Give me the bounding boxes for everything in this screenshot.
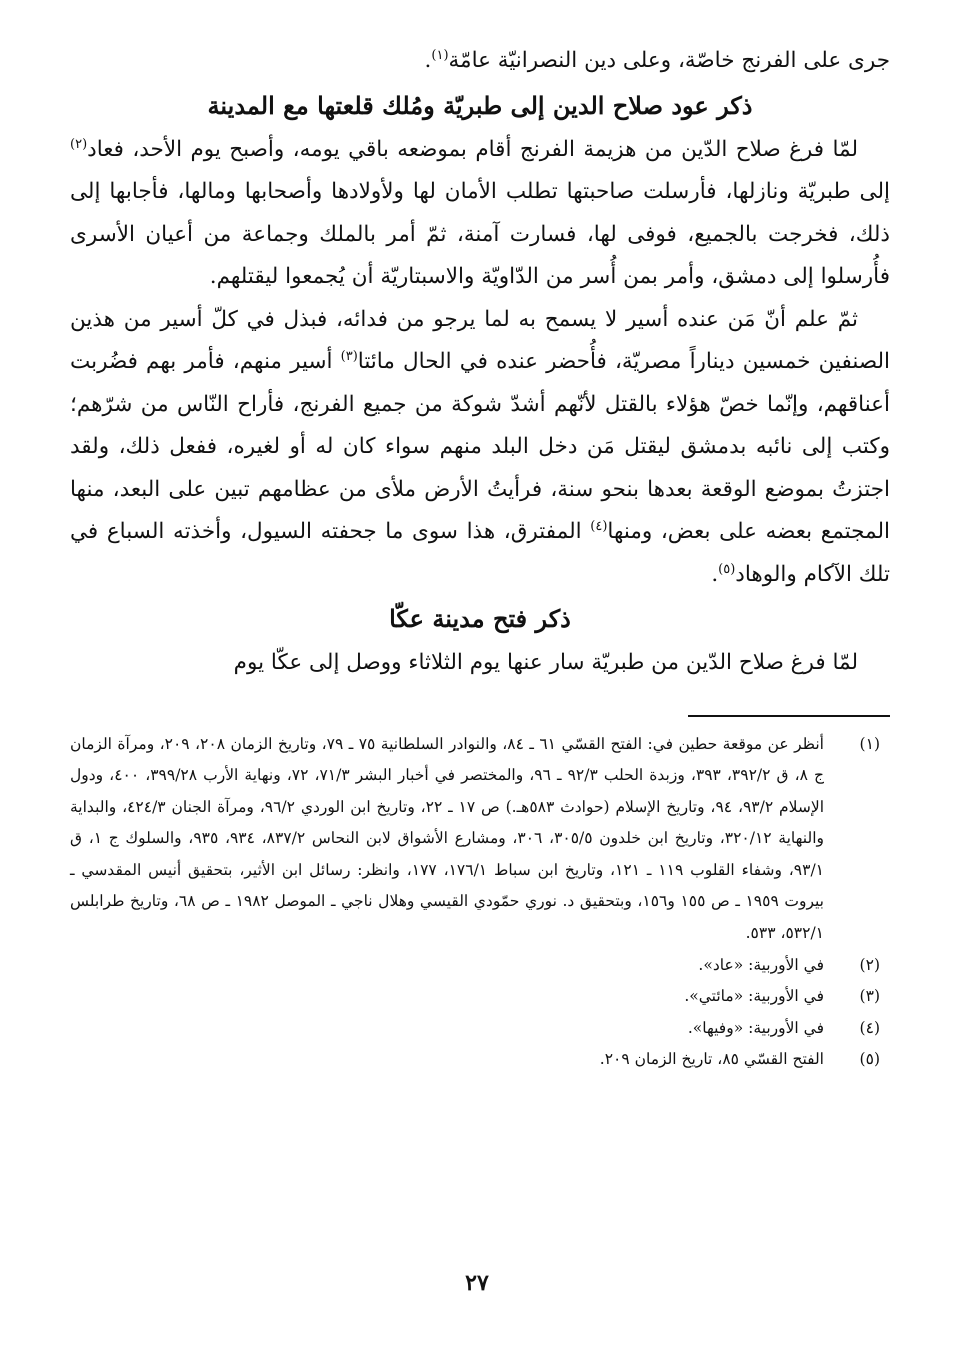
footnote-number: (١) — [859, 734, 880, 753]
footnote-number: (٤) — [859, 1018, 880, 1037]
footnote-item — [70, 950, 890, 982]
section-heading-acre: ذكر فتح مدينة عكّا — [389, 604, 571, 633]
page-number: ٢٧ — [465, 1270, 489, 1296]
footnote-item — [70, 981, 890, 1013]
book-page — [70, 40, 890, 1076]
paragraph-prisoners: ثمّ علم أنّ مَن عنده أسير لا يسمح به لما يرجو من فدائه، فبذل في كلّ أسير من هذين الصنفين خمسين ديناراً مصريّة، فأُحضر عنده في الحال مائتا$^{(٣)}$ أسير منهم، فأمر بهم فضُربت أعناقهم، وإنّما خصّ هؤلاء بالقتل لأنّهم أشدّ شوكة من جميع الفرنج، فأراح النّاس من شرّهم؛ وكتب إلى نائبه بدمشق ليقتل مَن دخل البلد منهم سواء كان له أو لغيره، ففعل ذلك، ولقد اجتزتُ بموضع الوقعة بعدها بنحو سنة، فرأيتُ الأرض ملأى من عظامهم تبين على البعد، منها المجتمع بعضه على بعض، ومنها$^{(٤)}$ المفترق، هذا سوى ما جحفته السيول، وأخذته السباع في تلك الآكام والوهاد$^{(٥)}$. — [70, 306, 890, 587]
section-heading-tiberias: ذكر عود صلاح الدين إلى طبريّة ومُلك قلعتها مع المدينة — [207, 90, 753, 120]
footnote-item — [70, 729, 890, 950]
footnote-item — [70, 1013, 890, 1045]
footnote-ref-4: (٤) — [590, 518, 608, 534]
footnote-item — [70, 1044, 890, 1076]
footnote-text: في الأوربية: «عاد». — [698, 955, 824, 974]
paragraph-acre — [70, 642, 890, 685]
footnote-ref-2: (٢) — [70, 136, 88, 152]
paragraph-prisoners-text-b: أسير منهم، فأمر بهم فضُربت أعناقهم، وإنّما خصّ هؤلاء بالقتل لأنّهم أشدّ شوكة من جميع الفرنج، فأراح النّاس من شرّهم؛ وكتب إلى نائبه بدمشق ليقتل مَن دخل البلد منهم سواء كان له أو لغيره، ففعل ذلك، ولقد اجتزتُ بموضع الوقعة بعدها بنحو سنة، فرأيتُ الأرض ملأى من عظامهم تبين على البعد، منها المجتمع بعضه على بعض، ومنها — [70, 349, 890, 544]
footnote-ref-3: (٣) — [340, 348, 358, 364]
footnote-text: أنظر عن موقعة حطين في: الفتح القسّي ٦١ ـ ٨٤، والنوادر السلطانية ٧٥ ـ ٧٩، وتاريخ الزمان ٢٠٨، ٢٠٩، ومرآة الزمان ج ٨، ق ٣٩٢/٢، ٣٩٣، وزبدة الحلب ٩٢/٣ ـ ٩٦، والمختصر في أخبار البشر ٧١/٣، ٧٢، ونهاية الأرب ٣٩٩/٢٨، ٤٠٠، ودول الإسلام ٩٣/٢، ٩٤، وتاريخ الإسلام (حوادث ٥٨٣هـ.) ص ١٧ ـ ٢٢، وتاريخ ابن الوردي ٩٦/٢، ومرآة الجنان ٤٢٤/٣، والبداية والنهاية ٣٢٠/١٢، وتاريخ ابن خلدون ٣٠٥/٥، ٣٠٦، ومشارع الأشواق لابن النحاس ٨٣٧/٢، ٩٣٤، ٩٣٥، والسلوك ج ١، ق ٩٣/١، وشفاء القلوب ١١٩ ـ ١٢١، وتاريخ ابن سباط ١٧٦/١، ١٧٧، وانظر: رسائل ابن الأثير، بتحقيق أنيس المقدسي ـ بيروت ١٩٥٩ ـ ص ١٥٥ و١٥٦، وبتحقيق د. نوري حمّودي القيسي وهلال ناجي ـ الموصل ١٩٨٢ ـ ص ٦٨، وتاريخ طرابلس ٥٣٢/١، ٥٣٣. — [70, 734, 824, 943]
paragraph-prisoners-text-c: المفترق، هذا سوى ما جحفته السيول، وأخذته السباع في تلك الآكام والوهاد — [70, 519, 890, 587]
footnote-text: في الأوربية: «مائتي». — [684, 987, 824, 1006]
footnote-ref-1: (١) — [431, 47, 449, 63]
footnote-number: (٢) — [859, 955, 880, 974]
footnote-number: (٣) — [859, 987, 880, 1006]
paragraph-opening-text: جرى على الفرنج خاصّة، وعلى دين النصرانيّة عامّة — [448, 48, 890, 73]
paragraph-tiberias-text-b: إلى طبريّة ونازلها، فأرسلت صاحبتها تطلب الأمان لها ولأولادها وأصحابها ومالها، فأجابها إلى ذلك، فخرجت بالجميع، فوفى لها، فسارت آمنة، ثمّ أمر بالملك وجماعة من أعيان الأسرى فأُرسلوا إلى دمشق، وأمر بمن أُسر من الدّاويّة والاسبتاريّة أن يُجمعوا ليقتلهم. — [70, 179, 890, 289]
paragraph-opening: جرى على الفرنج خاصّة، وعلى دين النصرانيّة عامّة$^{(١)}$. — [424, 47, 890, 73]
footnotes — [70, 729, 890, 1077]
paragraph-acre-text: لمّا فرغ صلاح الدّين من طبريّة سار عنها يوم الثلاثاء ووصل إلى عكّا يوم — [233, 650, 858, 675]
footnote-ref-5: (٥) — [718, 561, 736, 577]
paragraph-tiberias — [70, 129, 890, 299]
footnote-number: (٥) — [859, 1050, 880, 1069]
paragraph-prisoners-text-a: ثمّ علم أنّ مَن عنده أسير لا يسمح به لما يرجو من فدائه، فبذل في كلّ أسير من هذين الصنفين خمسين ديناراً مصريّة، فأُحضر عنده في الحال مائتا — [70, 306, 890, 374]
paragraph-tiberias-text-a: لمّا فرغ صلاح الدّين من هزيمة الفرنج أقام بموضعه باقي يومه، وأصبح يوم الأحد، فعاد — [87, 136, 858, 162]
footnote-text: الفتح القسّي ٨٥، تاريخ الزمان ٢٠٩. — [599, 1050, 824, 1069]
footnote-text: في الأوربية: «وفيها». — [687, 1018, 824, 1037]
footnote-divider — [688, 715, 890, 717]
main-text — [70, 40, 890, 685]
